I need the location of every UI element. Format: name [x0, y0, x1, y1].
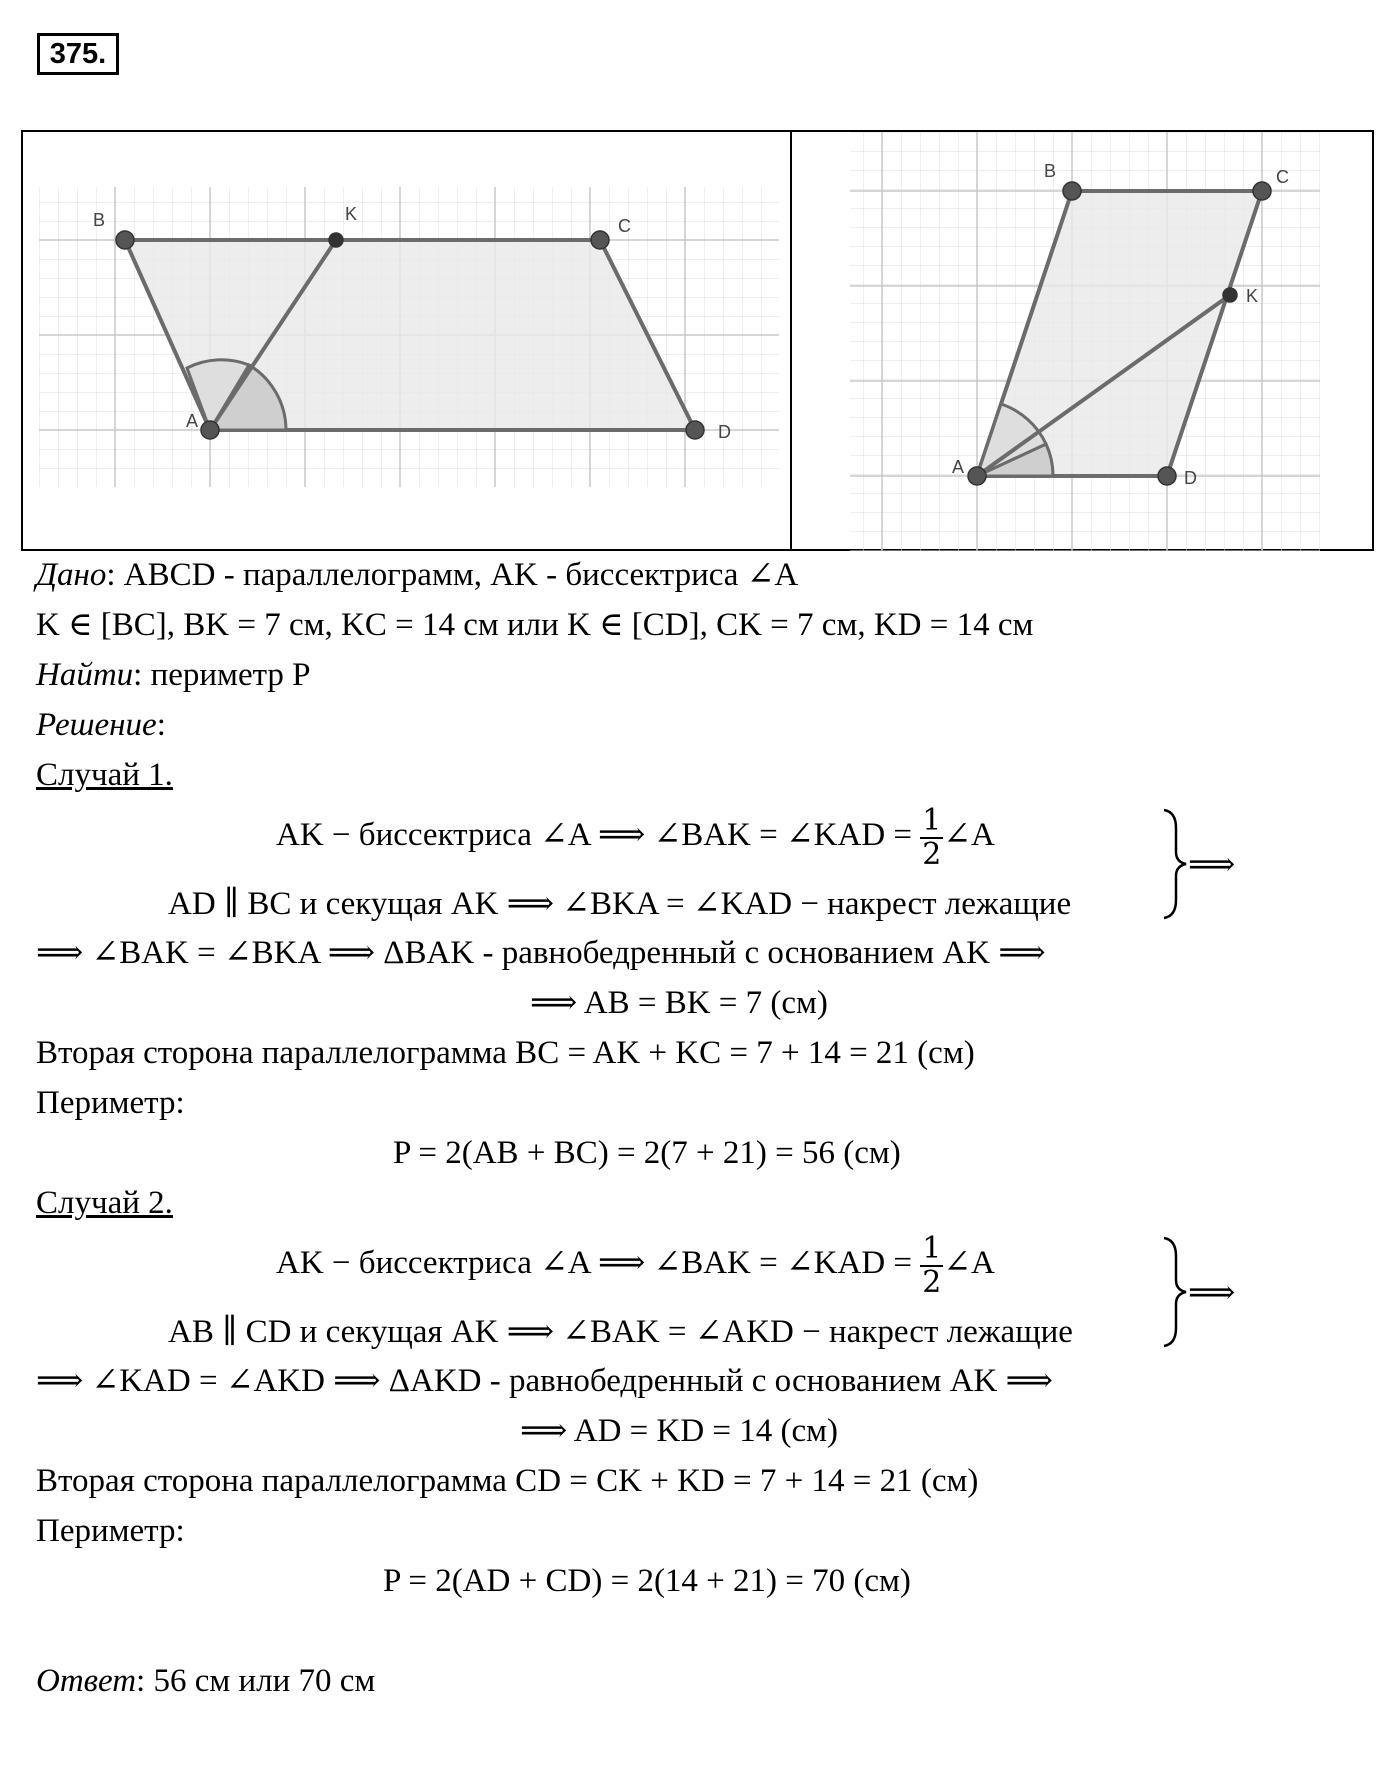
given-label: Дано — [36, 557, 107, 593]
fig2-label-d: D — [1184, 468, 1197, 488]
case2-eq4: ⟹ AD = KD = 14 (см) — [520, 1413, 839, 1449]
find-line — [36, 659, 311, 692]
fig1-label-c: C — [618, 216, 631, 236]
solution-label: Решение — [36, 707, 157, 743]
figure-case-2 — [850, 132, 1320, 551]
fig2-label-c: C — [1276, 167, 1289, 187]
case2-eq2: AB ∥ CD и секущая AK ⟹ ∠BAK = ∠AKD − накрест лежащие — [168, 1314, 1073, 1350]
figure-case-1-drawing — [37, 187, 782, 487]
case2-title: Случай 2. — [36, 1185, 173, 1221]
case2-frac-den: 2 — [922, 1264, 942, 1300]
case1-perimeter-label: Периметр: — [36, 1085, 185, 1121]
case1-eq1-left: AK − биссектриса ∠A ⟹ ∠BAK = ∠KAD = — [276, 817, 921, 854]
case2-fraction — [920, 1233, 943, 1298]
case1-perimeter: P = 2(AB + BC) = 2(7 + 21) = 56 (см) — [393, 1135, 901, 1171]
case2-frac-num: 1 — [922, 1231, 942, 1266]
problem-number: 375. — [37, 33, 119, 75]
case1-eq3: ⟹ ∠BAK = ∠BKA ⟹ ΔBAK - равнобедренный с основанием AK ⟹ — [36, 935, 1046, 971]
case2-eq1-left: AK − биссектриса ∠A ⟹ ∠BAK = ∠KAD = — [276, 1245, 921, 1282]
find-text: : периметр P — [133, 657, 311, 693]
case1-frac-den: 2 — [922, 836, 942, 872]
fig2-label-k: K — [1246, 286, 1259, 306]
case2-eq3: ⟹ ∠KAD = ∠AKD ⟹ ΔAKD - равнобедренный с основанием AK ⟹ — [36, 1363, 1053, 1399]
answer-label: Ответ — [36, 1663, 137, 1699]
case2-perimeter: P = 2(AD + CD) = 2(14 + 21) = 70 (см) — [383, 1563, 911, 1599]
case1-eq4: ⟹ AB = BK = 7 (см) — [530, 985, 828, 1021]
case1-second-side: Вторая сторона параллелограмма BC = AK + KC = 7 + 14 = 21 (см) — [36, 1035, 975, 1071]
fig1-label-k: K — [345, 204, 358, 224]
figure-case-1 — [37, 187, 782, 487]
given-line-1 — [36, 559, 798, 592]
solution-line — [36, 709, 166, 742]
case1-frac-num: 1 — [922, 803, 942, 838]
case1-eq1 — [276, 805, 995, 870]
case1-brace — [1160, 808, 1190, 920]
figures-frame — [21, 130, 1374, 551]
case2-perimeter-label: Периметр: — [36, 1513, 185, 1549]
figures-divider — [790, 132, 792, 549]
case1-eq2: AD ∥ BC и секущая AK ⟹ ∠BKA = ∠KAD − накрест лежащие — [168, 886, 1072, 922]
given-line-2: K ∈ [BC], BK = 7 см, KC = 14 см или K ∈ [CD], CK = 7 см, KD = 14 см — [36, 607, 1034, 643]
case1-implies: ⟹ — [1188, 847, 1236, 883]
given-text: : ABCD - параллелограмм, AK - биссектриса ∠A — [106, 557, 799, 593]
case2-implies: ⟹ — [1188, 1275, 1236, 1311]
fig1-label-b: B — [93, 210, 106, 230]
case2-second-side: Вторая сторона параллелограмма CD = CK + KD = 7 + 14 = 21 (см) — [36, 1463, 979, 1499]
fig1-label-d: D — [718, 422, 731, 442]
case1-eq1-right: ∠A — [943, 817, 995, 854]
fig1-label-a: A — [186, 411, 199, 431]
solution-colon: : — [156, 707, 166, 743]
case1-title: Случай 1. — [36, 757, 173, 793]
answer-text: : 56 см или 70 см — [136, 1663, 376, 1699]
fig2-label-a: A — [952, 457, 965, 477]
case2-eq1 — [276, 1233, 995, 1298]
figure-case-2-drawing — [850, 132, 1320, 551]
fig2-label-b: B — [1044, 161, 1057, 181]
case2-brace — [1160, 1236, 1190, 1348]
case2-eq1-right: ∠A — [943, 1245, 995, 1282]
find-label: Найти — [36, 657, 134, 693]
case1-fraction — [920, 805, 943, 870]
answer-line — [36, 1665, 375, 1698]
